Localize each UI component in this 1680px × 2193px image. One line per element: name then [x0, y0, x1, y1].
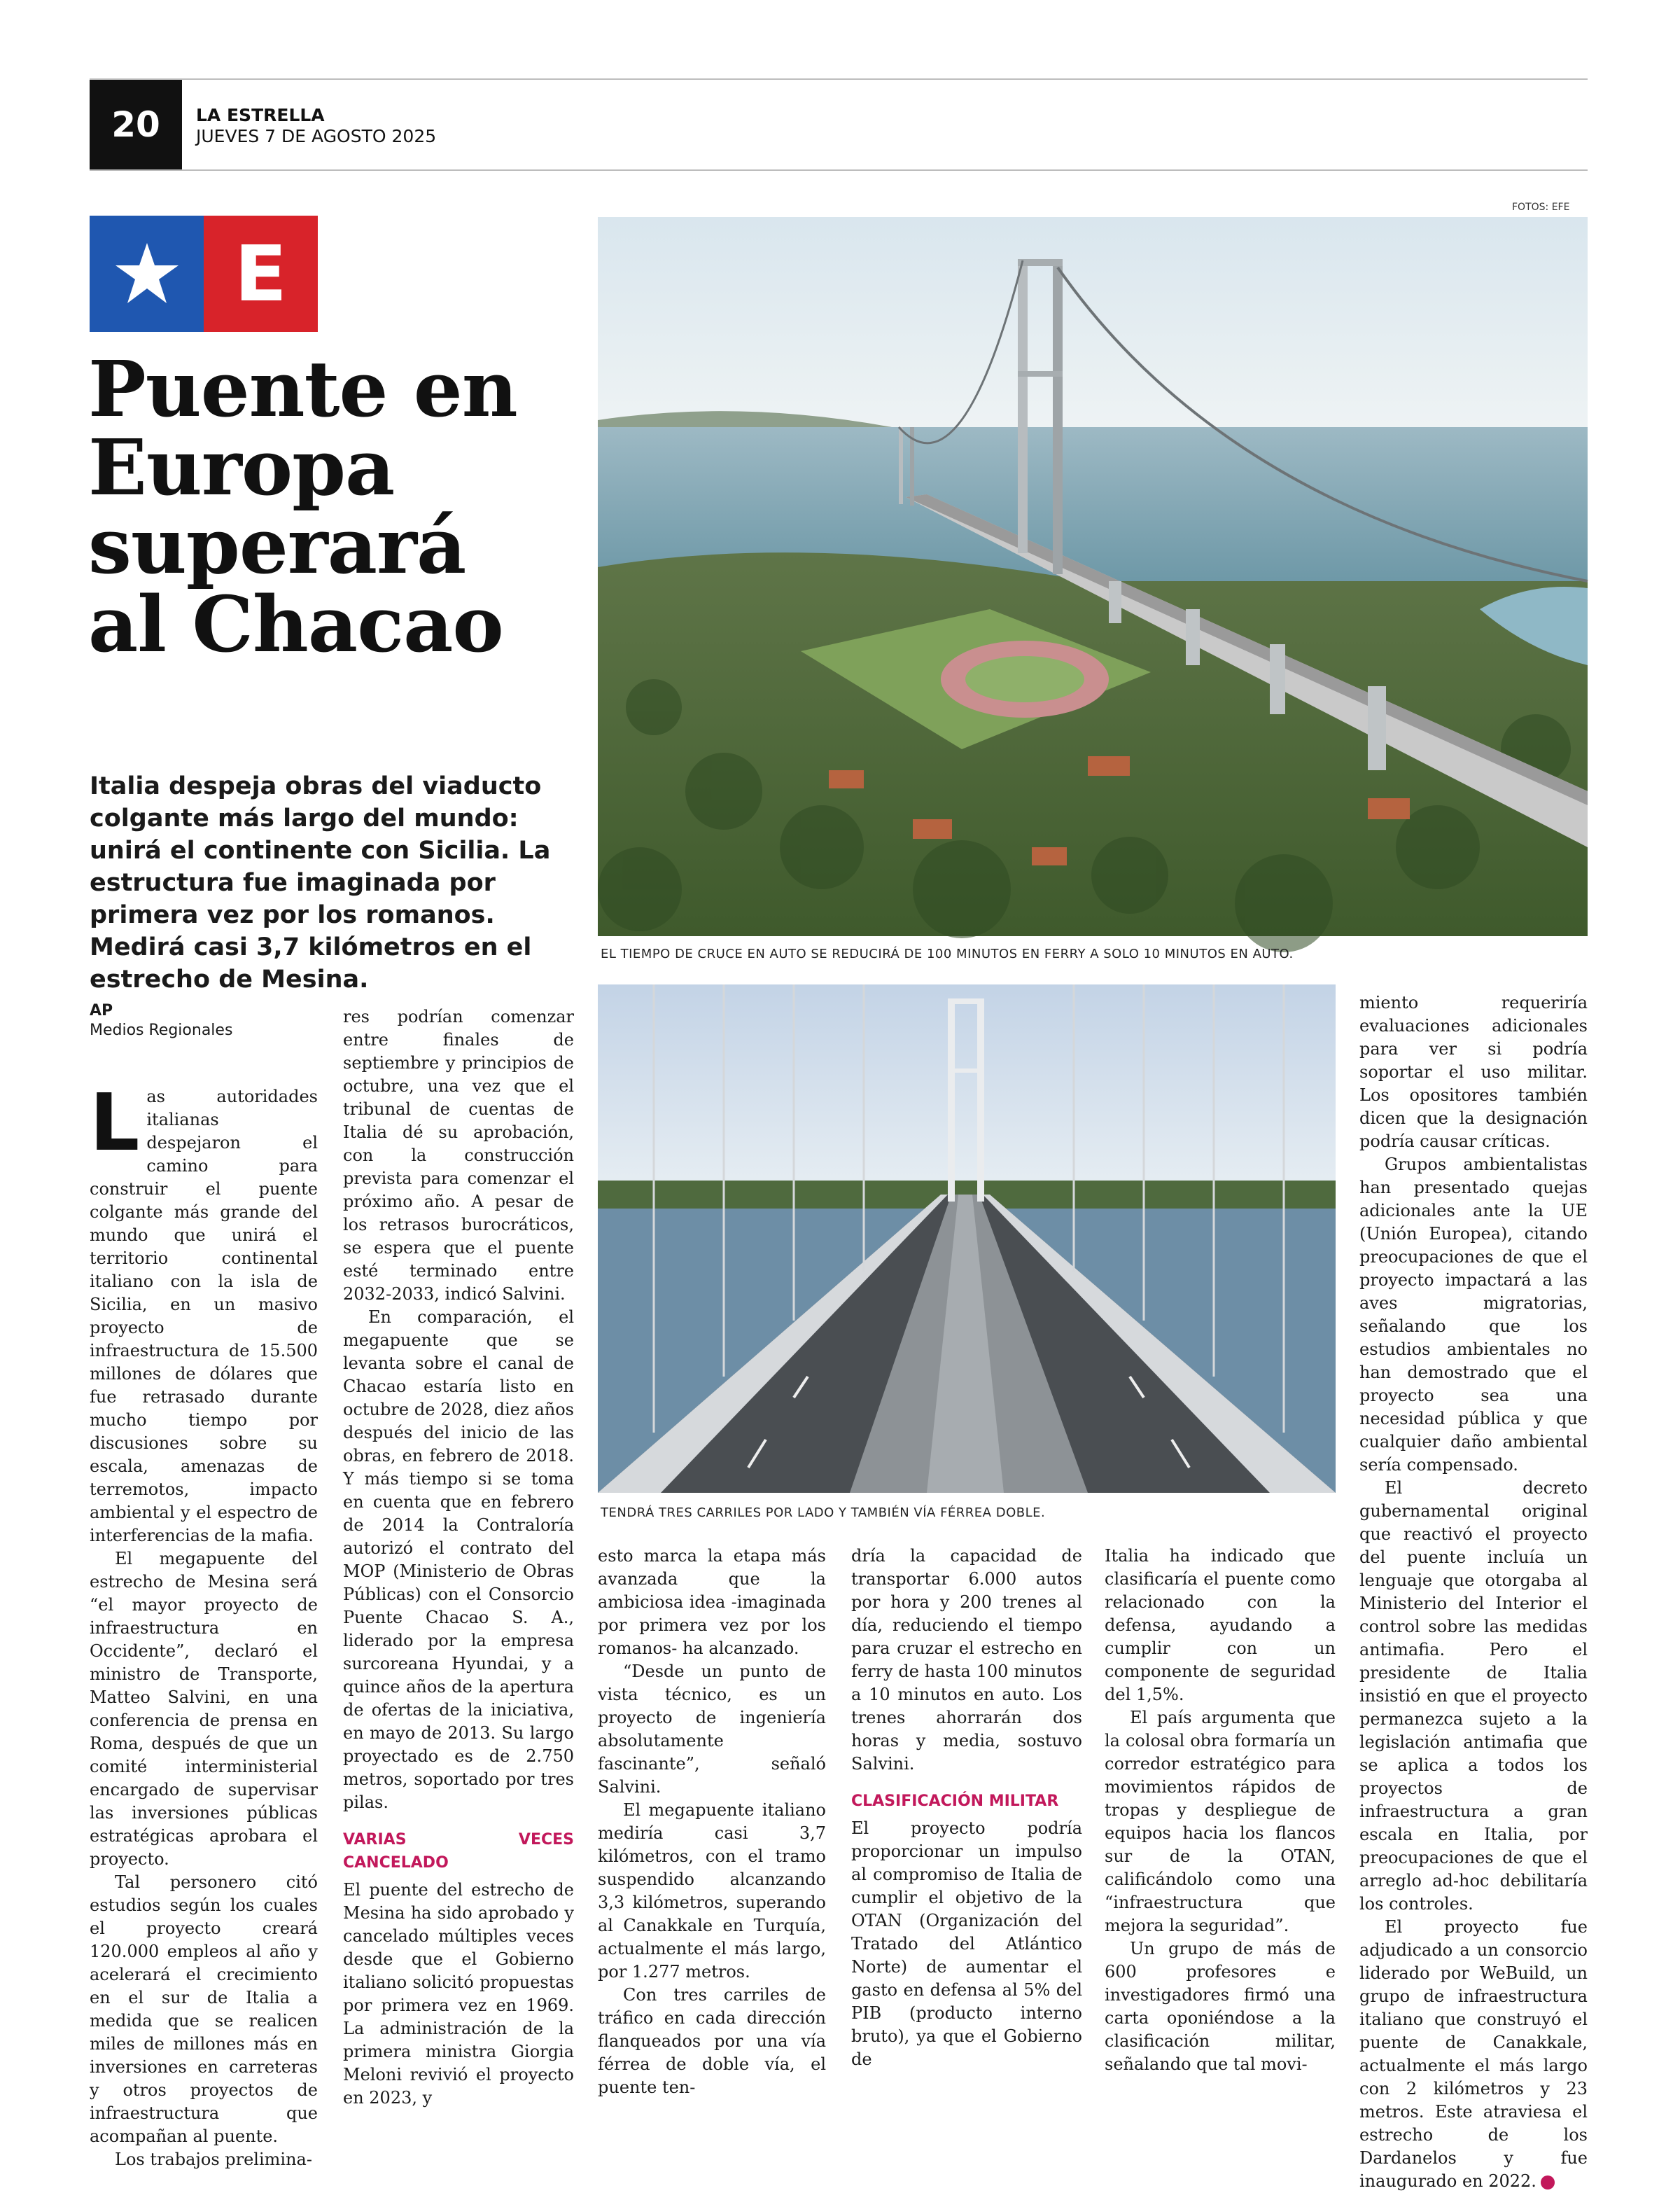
article-paragraph: El decreto gubernamental original que reactivó el proyecto del puente incluía un lenguaje que otorgaba al Ministerio del Interior el control sobre las medidas antimafia. Pero el presidente de Italia insistió en que el proyecto permanezca sujeto a la legislación antimafia que se aplica a todos los proyectos de infraestructura a gran escala en Italia, por preocupaciones de que el arreglo ad-hoc debilitaría los controles.: [1359, 1478, 1588, 1914]
article-column-6: [1359, 991, 1588, 2193]
article-paragraph: “Desde un punto de vista técnico, es un proyecto de ingeniería absolutamente fascinante”, señaló Salvini.: [598, 1662, 826, 1797]
article-paragraph: Grupos ambientalistas han presentado quejas adicionales ante la UE (Unión Europea), citando preocupaciones de que el proyecto impactará a las aves migratorias, señalando que los estudios ambientales no han demostrado que el proyecto sea una necesidad pública y que cualquier daño ambiental sería compensado.: [1359, 1155, 1588, 1475]
article-column-1: [90, 1078, 318, 2171]
article-paragraph: El proyecto podría proporcionar un impulso al compromiso de Italia de cumplir el objetivo de la OTAN (Organización del Tratado del Atlántico Norte) de aumentar el gasto en defensa al 5% del PIB (producto interno bruto), ya que el Gobierno de: [851, 1818, 1082, 2069]
header-top-rule: [90, 78, 1588, 80]
publication-name: LA ESTRELLA: [196, 105, 325, 125]
drop-cap: L: [90, 1078, 140, 1169]
article-column-3: [598, 1545, 826, 2099]
article-paragraph: Italia ha indicado que clasificaría el puente como relacionado con la defensa, ayudando a cumplir con un componente de seguridad del 1,5%.: [1105, 1546, 1336, 1704]
page-number: 20: [90, 80, 182, 169]
article-paragraph: esto marca la etapa más avanzada que la ambiciosa idea -imaginada por primera vez por los romanos- ha alcanzado.: [598, 1546, 826, 1658]
bridge-aerial-photo: [598, 217, 1588, 936]
section-logo: [90, 216, 318, 332]
article-paragraph: El proyecto fue adjudicado a un consorcio liderado por WeBuild, un grupo de infraestructura italiano que construyó el puente de Canakkale, actualmente el más largo con 2 kilómetros y 23 metros. Este atraviesa el estrecho de los Dardanelos y fue inaugurado en 2022.: [1359, 1917, 1588, 2191]
article-paragraph: Los trabajos prelimina-: [115, 2150, 312, 2169]
headline: Puente en Europa superará al Chacao: [88, 344, 517, 669]
photo-credit: FOTOS: EFE: [1512, 202, 1570, 213]
article-paragraph: dría la capacidad de transportar 6.000 autos por hora y 200 trenes al día, reduciendo el tiempo para cruzar el estrecho en ferry de hasta 100 minutos a 10 minutos en auto. Los trenes ahorrarán dos horas y media, sostuvo Salvini.: [851, 1546, 1082, 1774]
article-paragraph: res podrían comenzar entre finales de septiembre y principios de octubre, una vez que el tribunal de cuentas de Italia dé su aprobación, con la construcción prevista para comenzar el próximo año. A pesar de los retrasos burocráticos, se espera que el puente esté terminado entre 2032-2033, indicó Salvini.: [343, 1007, 574, 1304]
star-icon: [112, 239, 182, 309]
byline-agency: AP: [90, 1002, 113, 1019]
article-paragraph: En comparación, el megapuente que se levanta sobre el canal de Chacao estaría listo en octubre de 2028, diez años después del inicio de las obras, en febrero de 2018. Y más tiempo si se toma en cuenta que en febrero de 2014 la Contraloría autorizó el contrato del MOP (Ministerio de Obras Públicas) con el Consorcio Puente Chacao S. A., liderado por la empresa surcoreana Hyundai, y a quince años de la apertura de ofertas de la iniciativa, en mayo de 2013. Su largo proyectado es de 2.750 metros, soportado por tres pilas.: [343, 1307, 574, 1812]
article-paragraph: El megapuente italiano mediría casi 3,7 kilómetros, con el tramo suspendido alcanzando 3,3 kilómetros, superando al Canakkale en Turquía, actualmente el más largo, por 1.277 metros.: [598, 1800, 826, 1982]
article-column-5: [1105, 1545, 1336, 2076]
byline: [90, 1001, 232, 1040]
article-paragraph: El país argumenta que la colosal obra formaría un corredor estratégico para movimientos rápidos de tropas y despliegue de equipos hacia los flancos sur de la OTAN, calificándolo como una “infraestructura que mejora la seguridad”.: [1105, 1708, 1336, 1935]
dek: Italia despeja obras del viaducto colgante más largo del mundo: unirá el continente con Sicilia. La estructura fue imaginada por primera vez por los romanos. Medirá casi 3,7 kilómetros en el estrecho de Mesina.: [90, 772, 551, 994]
article-paragraph: El puente del estrecho de Mesina ha sido aprobado y cancelado múltiples veces desde que el Gobierno italiano solicitó propuestas por primera vez en 1969. La administración de la primera ministra Giorgia Meloni revivió el proyecto en 2023, y: [343, 1880, 574, 2108]
photo1-caption: EL TIEMPO DE CRUCE EN AUTO SE REDUCIRÁ DE 100 MINUTOS EN FERRY A SOLO 10 MINUTOS EN AUTO.: [601, 947, 1294, 961]
logo-star-panel: [90, 216, 204, 332]
article-paragraph: Un grupo de más de 600 profesores e investigadores firmó una carta oponiéndose a la clasificación militar, señalando que tal movi-: [1105, 1939, 1336, 2074]
subhead-clasificacion-militar: CLASIFICACIÓN MILITAR: [851, 1792, 1059, 1810]
article-paragraph: miento requeriría evaluaciones adicionales para ver si podría soportar el uso militar. Los opositores también dicen que la designación podría causar críticas.: [1359, 993, 1588, 1151]
article-fulltext: [0, 0, 1, 1]
article-column-4: [851, 1545, 1082, 2071]
bridge-deck-photo: [598, 984, 1336, 1493]
masthead: [196, 105, 436, 147]
article-paragraph: Tal personero citó estudios según los cuales el proyecto creará 120.000 empleos al año y acelerará el crecimiento en el sur de Italia a medida que se realicen miles de millones más en inversiones en carreteras y otros proyectos de infraestructura que acompañan al puente.: [90, 1872, 318, 2146]
article-paragraph: Las autoridades italianas despejaron el camino para construir el puente colgante más grande del mundo que unirá el territorio continental italiano con la isla de Sicilia, en un masivo proyecto de infraestructura de 15.500 millones de dólares que fue retrasado durante mucho tiempo por discusiones sobre su escala, amenazas de terremotos, impacto ambiental y el espectro de interferencias de la mafia.: [90, 1078, 318, 1545]
end-of-article-icon: [1541, 2175, 1555, 2189]
article-column-2: [343, 1005, 574, 2110]
byline-section: Medios Regionales: [90, 1022, 233, 1039]
logo-letter: E: [204, 216, 318, 332]
photo2-caption: TENDRÁ TRES CARRILES POR LADO Y TAMBIÉN VÍA FÉRREA DOBLE.: [601, 1505, 1046, 1520]
header-bottom-rule: [90, 169, 1588, 171]
publication-date: JUEVES 7 DE AGOSTO 2025: [196, 126, 437, 146]
article-paragraph: Con tres carriles de tráfico en cada dirección flanqueados por una vía férrea de doble vía, el puente ten-: [598, 1985, 826, 2097]
article-paragraph: El megapuente del estrecho de Mesina será “el mayor proyecto de infraestructura en Occidente”, declaró el ministro de Transporte, Matteo Salvini, en una conferencia de prensa en Roma, después de que un comité interministerial encargado de supervisar las inversiones públicas estratégicas aprobara el proyecto.: [90, 1549, 318, 1869]
subhead-varias-veces-cancelado: VARIAS VECES CANCELADO: [343, 1831, 574, 1872]
